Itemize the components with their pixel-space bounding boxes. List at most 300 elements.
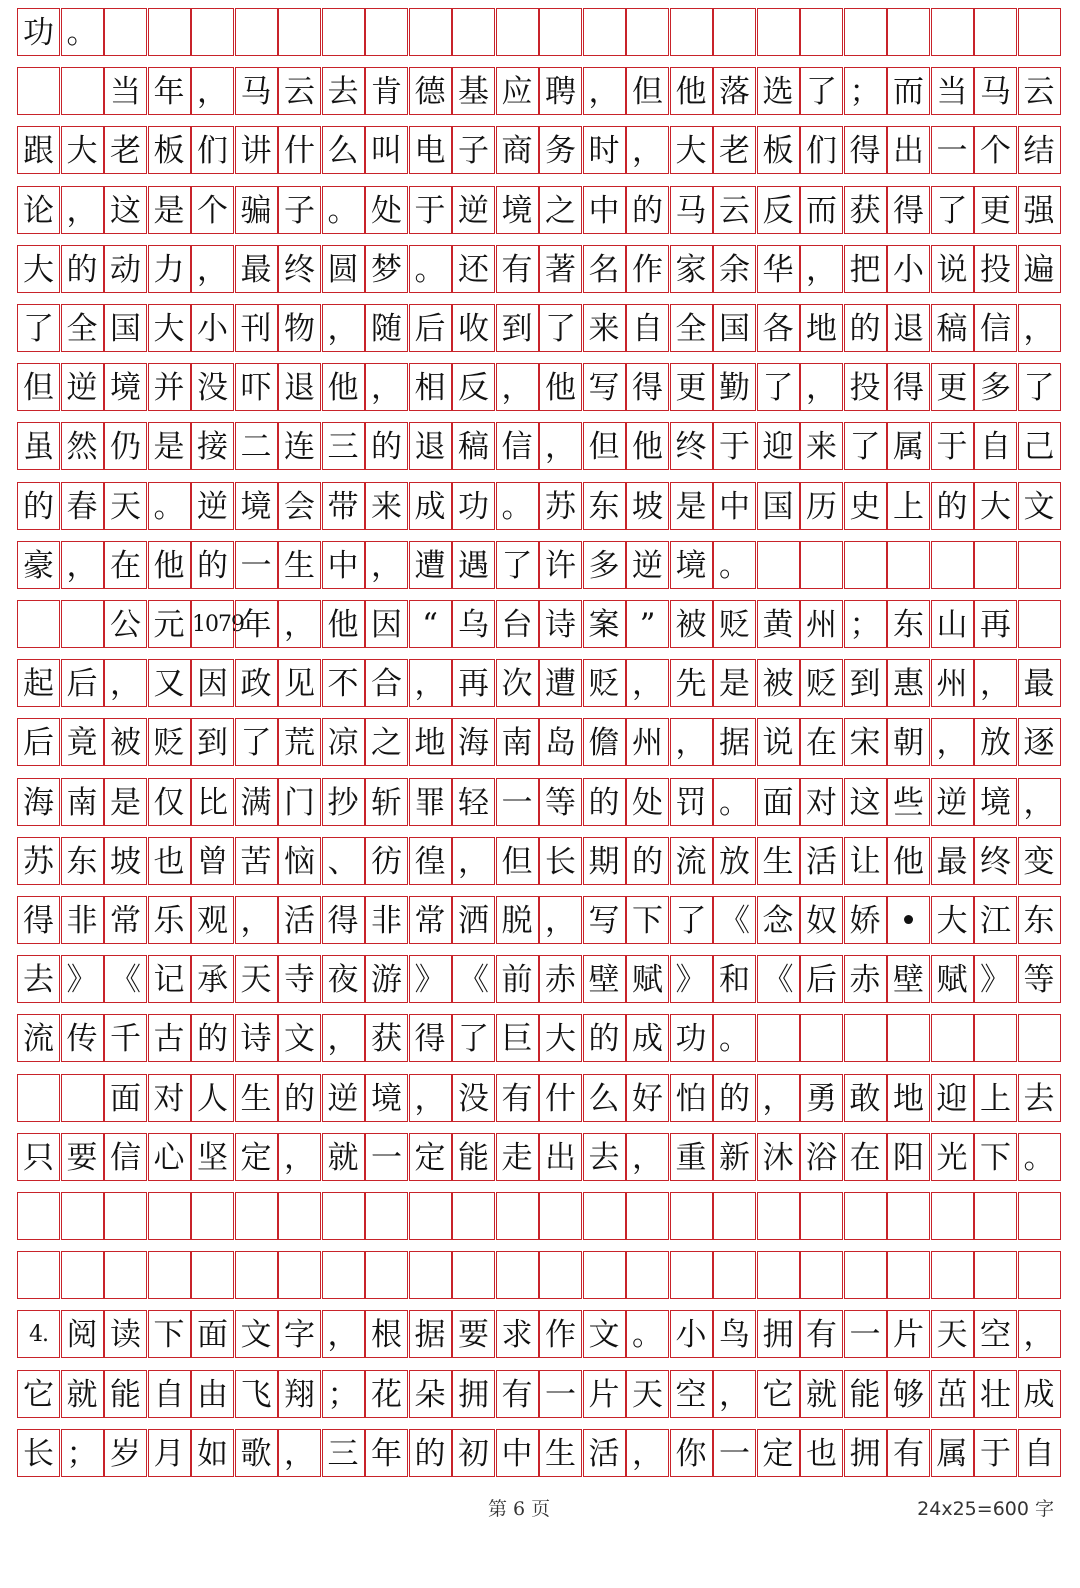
grid-cell: 勇 (800, 1074, 843, 1122)
grid-cell: 他 (322, 600, 365, 648)
grid-cell: 曾 (191, 837, 234, 885)
grid-row (15, 1074, 1053, 1122)
grid-cell: 下 (148, 1310, 191, 1358)
grid-cell: 聘 (539, 67, 582, 115)
grid-cell (931, 1192, 974, 1240)
grid-cell (844, 541, 887, 589)
grid-cell (844, 1251, 887, 1299)
grid-cell: 仍 (104, 422, 147, 470)
grid-cell: 夜 (322, 955, 365, 1003)
grid-cell: 当 (931, 67, 974, 115)
grid-cell: 《 (104, 955, 147, 1003)
grid-cell: 了 (757, 363, 800, 411)
grid-cell (844, 1192, 887, 1240)
grid-cell: 有 (887, 1429, 930, 1477)
grid-cell: 拥 (757, 1310, 800, 1358)
grid-cell: 大 (931, 896, 974, 944)
grid-cell: 处 (626, 778, 669, 826)
grid-cell: ， (278, 1429, 321, 1477)
grid-cell: 历 (800, 482, 843, 530)
grid-cell: 而 (887, 67, 930, 115)
grid-cell: 小 (887, 245, 930, 293)
grid-cell: 遍 (1018, 245, 1061, 293)
grid-cell: 获 (365, 1014, 408, 1062)
grid-cell: 史 (844, 482, 887, 530)
grid-cell: 了 (670, 896, 713, 944)
grid-cell: ， (800, 245, 843, 293)
grid-cell: 文 (1018, 482, 1061, 530)
grid-cell: 老 (104, 126, 147, 174)
grid-cell: 是 (148, 422, 191, 470)
grid-cell: 天 (104, 482, 147, 530)
grid-cell: 恼 (278, 837, 321, 885)
grid-cell: 能 (844, 1370, 887, 1418)
grid-cell: ， (626, 126, 669, 174)
grid-cell (713, 1192, 756, 1240)
grid-cell: 去 (583, 1133, 626, 1181)
grid-cell (235, 1251, 278, 1299)
grid-cell: 信 (496, 422, 539, 470)
grid-cell: 赋 (931, 955, 974, 1003)
grid-cell (974, 1014, 1017, 1062)
grid-cell: 三 (322, 1429, 365, 1477)
grid-cell: 处 (365, 186, 408, 234)
grid-cell: 收 (452, 304, 495, 352)
grid-cell: 坡 (104, 837, 147, 885)
grid-cell: 花 (365, 1370, 408, 1418)
grid-cell: ； (322, 1370, 365, 1418)
grid-cell: ， (278, 1133, 321, 1181)
grid-cell: 放 (974, 718, 1017, 766)
grid-cell: 得 (887, 363, 930, 411)
grid-cell: 得 (844, 126, 887, 174)
grid-cell: 怕 (670, 1074, 713, 1122)
grid-cell (800, 1192, 843, 1240)
grid-cell: 《 (452, 955, 495, 1003)
grid-cell: 之 (539, 186, 582, 234)
grid-cell (844, 1014, 887, 1062)
grid-cell: 壁 (887, 955, 930, 1003)
grid-cell: 更 (670, 363, 713, 411)
grid-cell (1018, 600, 1061, 648)
grid-row (15, 422, 1053, 470)
grid-cell: ， (365, 541, 408, 589)
grid-cell: 荒 (278, 718, 321, 766)
grid-cell: 南 (496, 718, 539, 766)
grid-cell: 月 (148, 1429, 191, 1477)
grid-row (15, 1429, 1053, 1477)
grid-cell: 后 (17, 718, 60, 766)
grid-cell: 强 (1018, 186, 1061, 234)
grid-cell: 马 (670, 186, 713, 234)
grid-cell: 》 (409, 955, 452, 1003)
grid-cell: 贬 (713, 600, 756, 648)
grid-cell: 鸟 (713, 1310, 756, 1358)
grid-cell: ， (1018, 1310, 1061, 1358)
grid-cell: 得 (626, 363, 669, 411)
grid-cell: 一 (539, 1370, 582, 1418)
grid-cell: 并 (148, 363, 191, 411)
grid-cell: 能 (452, 1133, 495, 1181)
grid-cell: 属 (931, 1429, 974, 1477)
grid-cell: 各 (757, 304, 800, 352)
grid-cell: 承 (191, 955, 234, 1003)
grid-cell: 带 (322, 482, 365, 530)
grid-cell: 。 (61, 8, 104, 56)
grid-cell (278, 1251, 321, 1299)
grid-cell: 逆 (626, 541, 669, 589)
grid-cell: 了 (1018, 363, 1061, 411)
grid-cell: 下 (626, 896, 669, 944)
grid-cell: 、 (322, 837, 365, 885)
grid-cell: 出 (539, 1133, 582, 1181)
grid-cell: ， (974, 659, 1017, 707)
grid-cell (887, 1251, 930, 1299)
grid-cell: 动 (104, 245, 147, 293)
grid-cell: 大 (17, 245, 60, 293)
grid-cell (713, 8, 756, 56)
grid-cell (539, 1251, 582, 1299)
grid-cell: 大 (61, 126, 104, 174)
grid-cell (61, 1074, 104, 1122)
grid-cell: 东 (1018, 896, 1061, 944)
grid-cell: 的 (278, 1074, 321, 1122)
grid-cell: 斩 (365, 778, 408, 826)
grid-cell: 多 (974, 363, 1017, 411)
grid-cell: 么 (583, 1074, 626, 1122)
grid-cell: 满 (235, 778, 278, 826)
grid-cell: 宋 (844, 718, 887, 766)
grid-cell: 海 (17, 778, 60, 826)
grid-cell: 了 (496, 541, 539, 589)
grid-cell: 浴 (800, 1133, 843, 1181)
grid-cell: 由 (191, 1370, 234, 1418)
grid-cell: 是 (713, 659, 756, 707)
grid-cell: 来 (365, 482, 408, 530)
grid-cell: 到 (191, 718, 234, 766)
grid-cell: 得 (409, 1014, 452, 1062)
grid-cell (800, 1251, 843, 1299)
grid-cell: 只 (17, 1133, 60, 1181)
grid-cell: 一 (713, 1429, 756, 1477)
grid-cell: 中 (496, 1429, 539, 1477)
grid-cell: 来 (800, 422, 843, 470)
grid-cell: 再 (452, 659, 495, 707)
grid-cell: 的 (191, 541, 234, 589)
grid-row (15, 67, 1053, 115)
grid-cell: 后 (61, 659, 104, 707)
grid-cell (887, 8, 930, 56)
grid-cell: 翔 (278, 1370, 321, 1418)
grid-cell: 地 (800, 304, 843, 352)
grid-cell: 有 (496, 1370, 539, 1418)
grid-cell: 《 (757, 955, 800, 1003)
grid-cell (235, 8, 278, 56)
grid-cell: 境 (235, 482, 278, 530)
grid-cell: 地 (409, 718, 452, 766)
grid-cell: 贬 (583, 659, 626, 707)
grid-cell: ， (539, 896, 582, 944)
grid-cell: 的 (844, 304, 887, 352)
grid-cell: 终 (974, 837, 1017, 885)
grid-cell: 信 (104, 1133, 147, 1181)
grid-cell: 退 (278, 363, 321, 411)
grid-cell: 们 (191, 126, 234, 174)
grid-row (15, 1251, 1053, 1299)
grid-cell: 大 (974, 482, 1017, 530)
grid-cell: 案 (583, 600, 626, 648)
grid-cell: 了 (17, 304, 60, 352)
grid-cell (800, 1014, 843, 1062)
grid-cell: 南 (61, 778, 104, 826)
grid-cell: 稿 (931, 304, 974, 352)
grid-cell: 面 (104, 1074, 147, 1122)
grid-cell: 上 (887, 482, 930, 530)
grid-cell: 生 (539, 1429, 582, 1477)
grid-cell: 遇 (452, 541, 495, 589)
grid-cell: 也 (148, 837, 191, 885)
grid-cell: 非 (61, 896, 104, 944)
grid-cell: 的 (583, 1014, 626, 1062)
grid-cell: 根 (365, 1310, 408, 1358)
grid-cell: 境 (974, 778, 1017, 826)
grid-row (15, 541, 1053, 589)
grid-cell (452, 8, 495, 56)
grid-cell (496, 8, 539, 56)
grid-cell: 文 (235, 1310, 278, 1358)
grid-cell: 是 (104, 778, 147, 826)
grid-cell: 于 (713, 422, 756, 470)
grid-cell: 有 (800, 1310, 843, 1358)
grid-cell: 4. (17, 1310, 60, 1358)
grid-cell: 境 (365, 1074, 408, 1122)
grid-cell: 公 (104, 600, 147, 648)
grid-cell: 下 (974, 1133, 1017, 1181)
grid-cell (104, 1192, 147, 1240)
grid-cell: 作 (539, 1310, 582, 1358)
grid-cell (148, 8, 191, 56)
grid-cell: 初 (452, 1429, 495, 1477)
grid-cell: 年 (365, 1429, 408, 1477)
grid-cell: 著 (539, 245, 582, 293)
grid-cell (104, 1251, 147, 1299)
grid-cell (191, 1251, 234, 1299)
grid-cell (844, 8, 887, 56)
grid-cell: 的 (409, 1429, 452, 1477)
grid-row (15, 1192, 1053, 1240)
grid-cell (235, 1192, 278, 1240)
grid-cell: 全 (61, 304, 104, 352)
grid-cell: 一 (844, 1310, 887, 1358)
grid-cell: 落 (713, 67, 756, 115)
grid-cell (757, 541, 800, 589)
grid-cell: 黄 (757, 600, 800, 648)
grid-cell: 见 (278, 659, 321, 707)
grid-cell: 文 (583, 1310, 626, 1358)
grid-cell: 海 (452, 718, 495, 766)
grid-cell: 天 (626, 1370, 669, 1418)
grid-cell: 片 (887, 1310, 930, 1358)
grid-cell: 被 (104, 718, 147, 766)
grid-cell: 讲 (235, 126, 278, 174)
grid-cell (670, 1251, 713, 1299)
grid-cell: 被 (757, 659, 800, 707)
grid-cell: 于 (409, 186, 452, 234)
grid-cell: 的 (626, 837, 669, 885)
grid-cell: 流 (670, 837, 713, 885)
grid-cell: 名 (583, 245, 626, 293)
grid-cell: 人 (191, 1074, 234, 1122)
grid-cell: 轻 (452, 778, 495, 826)
grid-cell (17, 1192, 60, 1240)
grid-cell: 活 (800, 837, 843, 885)
grid-cell: 在 (844, 1133, 887, 1181)
grid-cell: 竟 (61, 718, 104, 766)
grid-cell (757, 8, 800, 56)
grid-cell: 作 (626, 245, 669, 293)
grid-cell: 在 (800, 718, 843, 766)
grid-cell: 。 (496, 482, 539, 530)
grid-cell: ， (800, 363, 843, 411)
grid-cell: 他 (539, 363, 582, 411)
grid-cell: 勤 (713, 363, 756, 411)
grid-cell: 么 (322, 126, 365, 174)
grid-cell (191, 8, 234, 56)
grid-cell (409, 1251, 452, 1299)
grid-row (15, 896, 1053, 944)
grid-cell: 就 (61, 1370, 104, 1418)
grid-cell: ， (931, 718, 974, 766)
grid-cell: 中 (713, 482, 756, 530)
grid-cell: 还 (452, 245, 495, 293)
grid-cell (322, 1192, 365, 1240)
grid-row (15, 659, 1053, 707)
grid-cell: ， (626, 1429, 669, 1477)
grid-cell: 生 (757, 837, 800, 885)
grid-cell: ， (1018, 304, 1061, 352)
grid-cell: 而 (800, 186, 843, 234)
grid-cell: 徨 (409, 837, 452, 885)
grid-cell: 拥 (844, 1429, 887, 1477)
grid-cell: 娇 (844, 896, 887, 944)
grid-cell: 成 (626, 1014, 669, 1062)
grid-cell: 要 (61, 1133, 104, 1181)
grid-cell: 云 (278, 67, 321, 115)
grid-cell (365, 8, 408, 56)
grid-cell: 常 (104, 896, 147, 944)
grid-cell: 最 (931, 837, 974, 885)
grid-cell: 一 (235, 541, 278, 589)
grid-cell: 合 (365, 659, 408, 707)
grid-cell: ， (713, 1370, 756, 1418)
grid-cell: 稿 (452, 422, 495, 470)
grid-cell: 》 (670, 955, 713, 1003)
grid-row (15, 1310, 1053, 1358)
grid-cell: 中 (322, 541, 365, 589)
grid-cell: 年 (235, 600, 278, 648)
grid-cell: 朝 (887, 718, 930, 766)
grid-cell (539, 8, 582, 56)
grid-cell: 苏 (17, 837, 60, 885)
grid-cell: 对 (800, 778, 843, 826)
grid-cell: 骗 (235, 186, 278, 234)
grid-cell: ， (757, 1074, 800, 1122)
grid-cell: 先 (670, 659, 713, 707)
grid-cell: ， (322, 1310, 365, 1358)
grid-cell (887, 1192, 930, 1240)
grid-cell: 定 (235, 1133, 278, 1181)
grid-cell: ， (61, 186, 104, 234)
grid-cell: 彷 (365, 837, 408, 885)
grid-cell: 时 (583, 126, 626, 174)
grid-row (15, 1370, 1053, 1418)
grid-cell: 自 (1018, 1429, 1061, 1477)
grid-cell: 刊 (235, 304, 278, 352)
grid-cell: 罚 (670, 778, 713, 826)
grid-cell: 又 (148, 659, 191, 707)
grid-cell: 读 (104, 1310, 147, 1358)
grid-cell (670, 1192, 713, 1240)
grid-cell (1018, 1014, 1061, 1062)
grid-cell: ， (626, 1133, 669, 1181)
grid-cell: 吓 (235, 363, 278, 411)
grid-cell: 但 (496, 837, 539, 885)
grid-cell: 什 (278, 126, 321, 174)
grid-cell: 州 (931, 659, 974, 707)
grid-cell: 面 (191, 1310, 234, 1358)
character-count-label: 24x25=600 字 (917, 1498, 1054, 1520)
grid-cell: 到 (496, 304, 539, 352)
grid-cell (931, 1014, 974, 1062)
grid-cell: 二 (235, 422, 278, 470)
grid-cell: 退 (887, 304, 930, 352)
grid-cell: 终 (278, 245, 321, 293)
grid-cell: 逆 (61, 363, 104, 411)
grid-cell: 了 (235, 718, 278, 766)
grid-cell: 春 (61, 482, 104, 530)
grid-cell: 上 (974, 1074, 1017, 1122)
grid-cell: 但 (626, 67, 669, 115)
grid-cell (583, 1251, 626, 1299)
grid-cell: 贬 (800, 659, 843, 707)
grid-cell: 赤 (844, 955, 887, 1003)
grid-cell: 三 (322, 422, 365, 470)
grid-cell: 凉 (322, 718, 365, 766)
grid-cell: 天 (931, 1310, 974, 1358)
grid-cell: 壮 (974, 1370, 1017, 1418)
grid-cell: 岁 (104, 1429, 147, 1477)
grid-cell: 当 (104, 67, 147, 115)
grid-cell (409, 1192, 452, 1240)
grid-cell (17, 600, 60, 648)
grid-cell: 的 (931, 482, 974, 530)
grid-cell: 功 (452, 482, 495, 530)
grid-cell: ， (583, 67, 626, 115)
grid-cell: 力 (148, 245, 191, 293)
grid-cell: 子 (278, 186, 321, 234)
grid-cell: 肯 (365, 67, 408, 115)
grid-cell: 把 (844, 245, 887, 293)
grid-row (15, 1014, 1053, 1062)
grid-cell: ； (844, 67, 887, 115)
grid-cell: 迎 (757, 422, 800, 470)
grid-cell: 了 (800, 67, 843, 115)
grid-cell (931, 541, 974, 589)
grid-cell: 这 (104, 186, 147, 234)
grid-cell: 叫 (365, 126, 408, 174)
grid-cell: 。 (713, 778, 756, 826)
grid-cell: 国 (757, 482, 800, 530)
